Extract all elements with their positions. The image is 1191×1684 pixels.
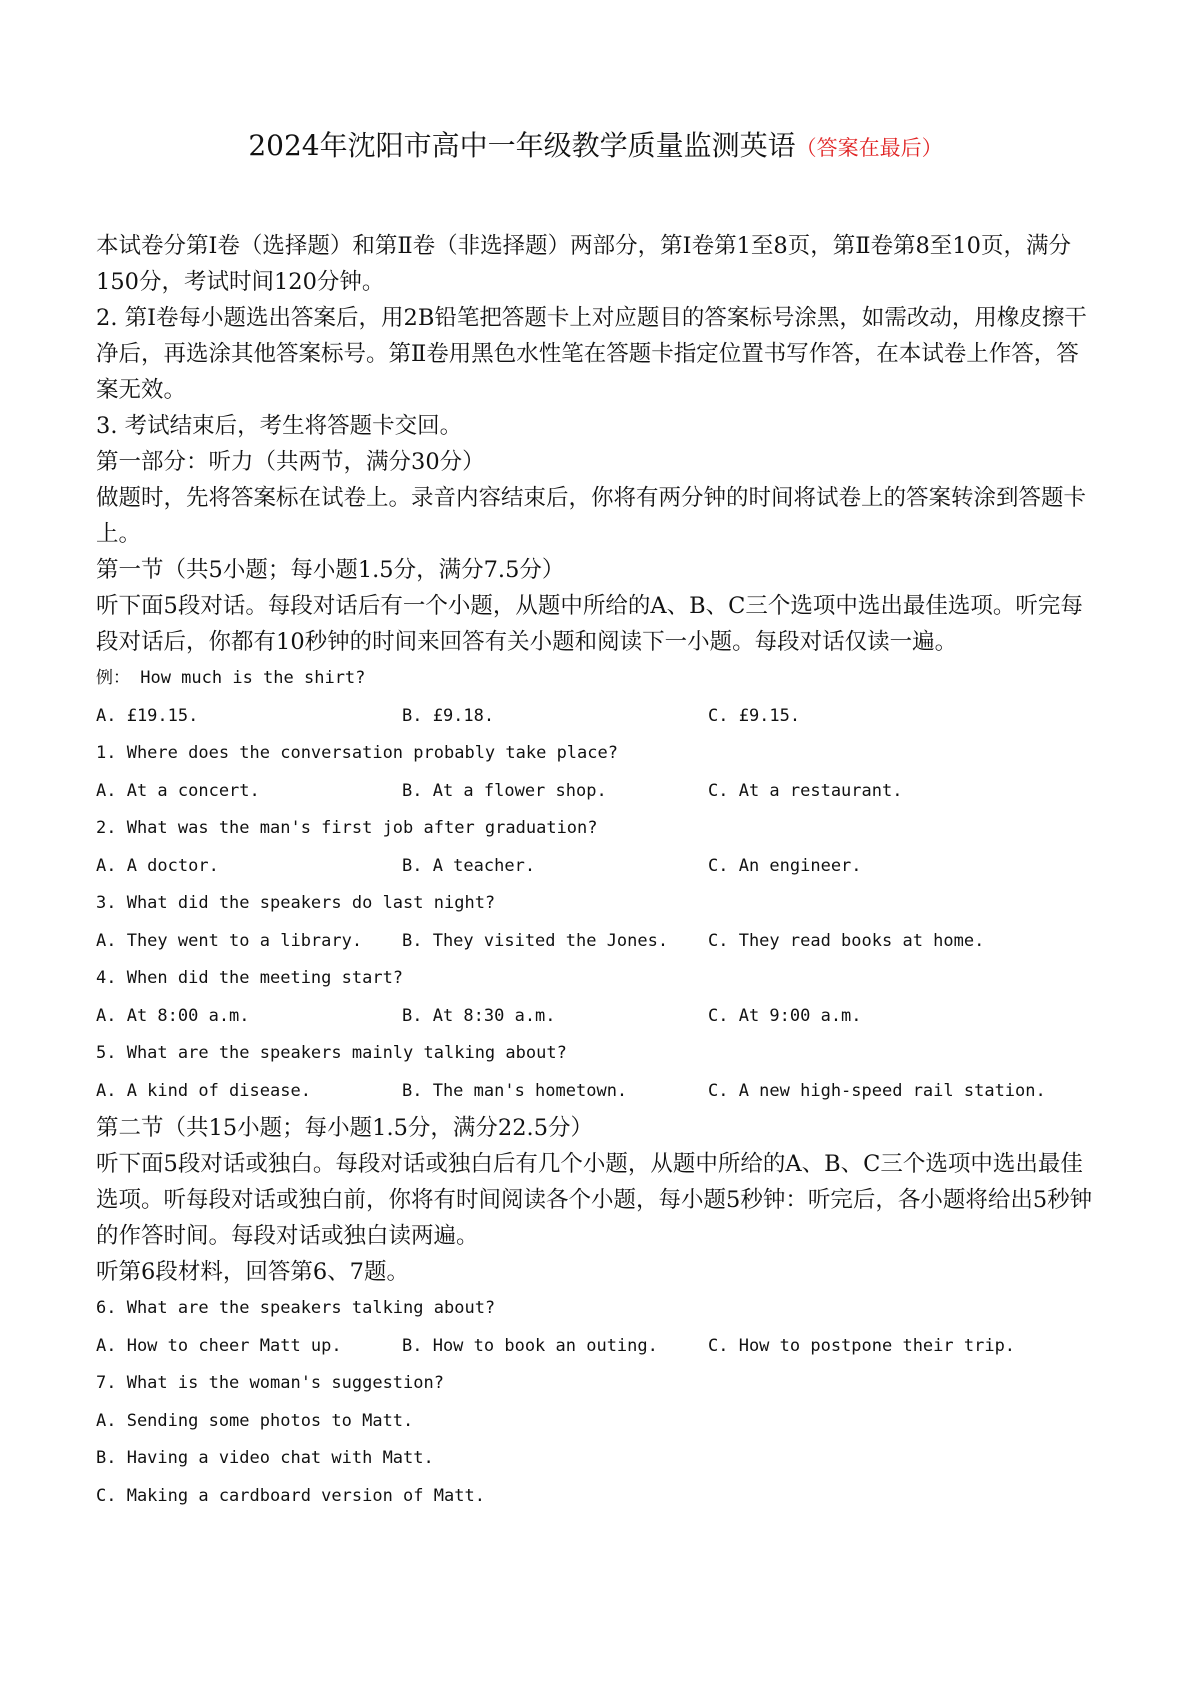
instruction-2: 2. 第Ⅰ卷每小题选出答案后，用2B铅笔把答题卡上对应题目的答案标号涂黑，如需改动，用橡皮擦干净后，再选涂其他答案标号。第Ⅱ卷用黑色水性笔在答题卡指定位置书写作答，在本试卷上作答，答案无效。 — [96, 305, 1087, 403]
exam-content — [96, 228, 1100, 1515]
option-c: C. An engineer. — [708, 855, 862, 876]
option-c: C. A new high-speed rail station. — [708, 1080, 1046, 1101]
option-a: A. £19.15. — [96, 705, 199, 726]
page-title — [0, 126, 1191, 168]
question-6: 6. What are the speakers talking about? — [96, 1298, 496, 1318]
title-text: 2024年沈阳市高中一年级教学质量监测英语 — [248, 129, 796, 162]
option-a: A. They went to a library. — [96, 930, 363, 951]
option-b: B. They visited the Jones. — [402, 930, 669, 951]
option-a: A. A doctor. — [96, 855, 219, 876]
instruction-1: 本试卷分第Ⅰ卷（选择题）和第Ⅱ卷（非选择题）两部分，第Ⅰ卷第1至8页，第Ⅱ卷第8至10页，满分150分，考试时间120分钟。 — [96, 233, 1071, 295]
part1-intro: 做题时，先将答案标在试卷上。录音内容结束后，你将有两分钟的时间将试卷上的答案转涂到答题卡上。 — [96, 485, 1087, 547]
option-a: A. How to cheer Matt up. — [96, 1335, 342, 1356]
option-c: C. £9.15. — [708, 705, 801, 726]
question-6-options — [96, 1328, 1100, 1366]
option-c: C. They read books at home. — [708, 930, 985, 951]
option-b: B. The man's hometown. — [402, 1080, 628, 1101]
question-4-options — [96, 998, 1100, 1036]
option-b: B. At a flower shop. — [402, 780, 607, 801]
instruction-3: 3. 考试结束后，考生将答题卡交回。 — [96, 413, 463, 439]
option-b: B. Having a video chat with Matt. — [96, 1448, 434, 1468]
section2-intro: 听下面5段对话或独白。每段对话或独白后有几个小题，从题中所给的A、B、C三个选项中选出最佳选项。听每段对话或独白前，你将有时间阅读各个小题，每小题5秒钟：听完后，各小题将给出5秒钟的作答时间。每段对话或独白读两遍。 — [96, 1151, 1093, 1249]
option-a: A. At a concert. — [96, 780, 260, 801]
question-5-options — [96, 1073, 1100, 1111]
question-4: 4. When did the meeting start? — [96, 968, 404, 988]
example-question: 例： How much is the shirt? — [96, 668, 366, 688]
option-a: A. A kind of disease. — [96, 1080, 311, 1101]
question-3-options — [96, 923, 1100, 961]
example-options — [96, 698, 1100, 736]
option-b: B. A teacher. — [402, 855, 536, 876]
option-c: C. How to postpone their trip. — [708, 1335, 1016, 1356]
title-note: （答案在最后） — [795, 136, 943, 160]
question-2: 2. What was the man's first job after graduation? — [96, 818, 598, 838]
section1-intro: 听下面5段对话。每段对话后有一个小题，从题中所给的A、B、C三个选项中选出最佳选项。听完每段对话后，你都有10秒钟的时间来回答有关小题和阅读下一小题。每段对话仅读一遍。 — [96, 593, 1083, 655]
option-a: A. At 8:00 a.m. — [96, 1005, 250, 1026]
question-1: 1. Where does the conversation probably take place? — [96, 743, 618, 763]
question-5: 5. What are the speakers mainly talking about? — [96, 1043, 567, 1063]
question-3: 3. What did the speakers do last night? — [96, 893, 496, 913]
question-2-options — [96, 848, 1100, 886]
question-1-options — [96, 773, 1100, 811]
option-b: B. At 8:30 a.m. — [402, 1005, 556, 1026]
option-a: A. Sending some photos to Matt. — [96, 1410, 414, 1431]
option-b: B. How to book an outing. — [402, 1335, 658, 1356]
option-c: C. Making a cardboard version of Matt. — [96, 1485, 485, 1506]
option-c: C. At a restaurant. — [708, 780, 903, 801]
option-c: C. At 9:00 a.m. — [708, 1005, 862, 1026]
part1-heading: 第一部分：听力（共两节，满分30分） — [96, 449, 485, 475]
question-7: 7. What is the woman's suggestion? — [96, 1373, 444, 1393]
material-6-heading: 听第6段材料，回答第6、7题。 — [96, 1259, 409, 1285]
section1-heading: 第一节（共5小题；每小题1.5分，满分7.5分） — [96, 557, 565, 583]
section2-heading: 第二节（共15小题；每小题1.5分，满分22.5分） — [96, 1115, 594, 1141]
option-b: B. £9.18. — [402, 705, 495, 726]
